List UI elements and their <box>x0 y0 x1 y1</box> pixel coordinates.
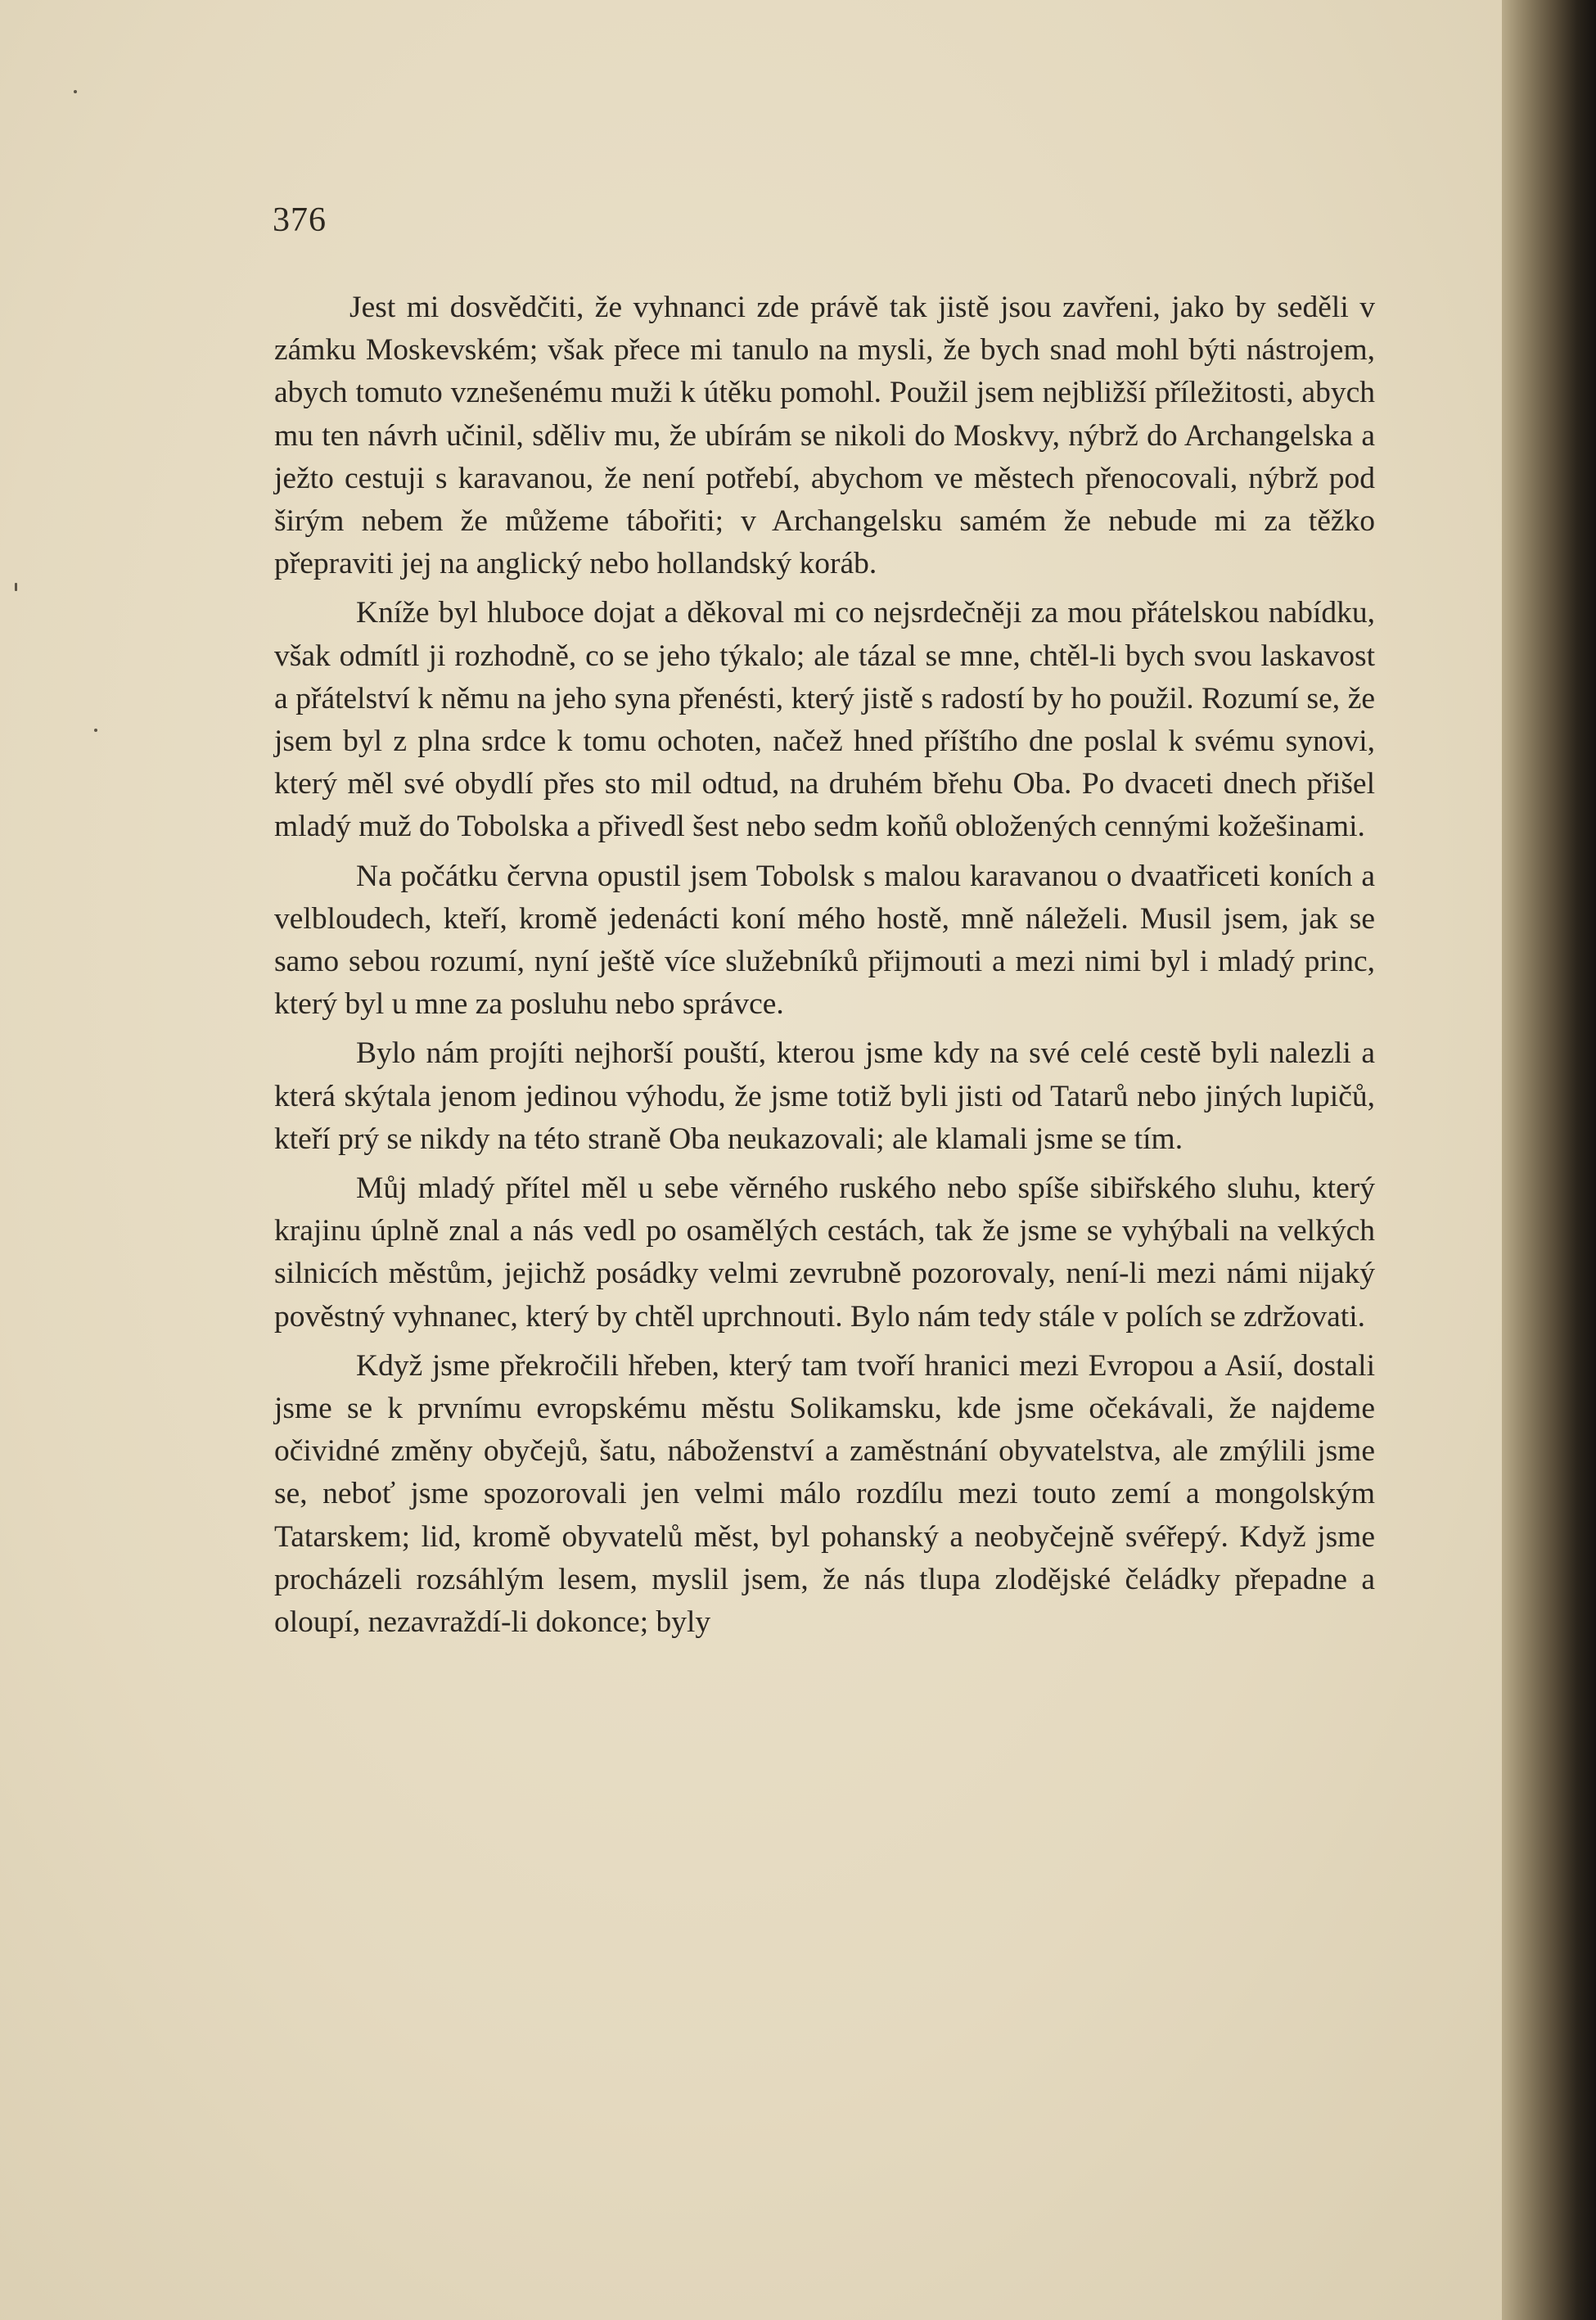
paragraph: Jest mi dosvědčiti, že vyhnanci zde právě tak jistě jsou zavřeni, jako by seděli v zámku Moskevském; však přece mi tanulo na mysli, že bych snad mohl býti nástrojem, abych tomuto vznešenému muži k útěku pomohl. Použil jsem nejbližší příležitosti, abych mu ten návrh učinil, sděliv mu, že ubírám se nikoli do Moskvy, nýbrž do Archangelska a ježto cestuji s karavanou, že není potřebí, abychom ve městech přenocovali, nýbrž pod širým nebem že můžeme tábořiti; v Archangelsku samém že nebude mi za těžko přepraviti jej na anglický nebo hollandský koráb. <box>274 291 1375 581</box>
page-number: 376 <box>273 201 327 239</box>
book-binding-edge <box>1502 0 1596 2320</box>
paragraph: Když jsme překročili hřeben, který tam tvoří hranici mezi Evropou a Asií, dostali jsme se k prvnímu evropskému městu Solikamsku, kde jsme očekávali, že najdeme očividné změny obyčejů, šatu, náboženství a zaměstnání obyvatelstva, ale zmýlili jsme se, neboť jsme spozorovali jen velmi málo rozdílu mezi touto zemí a mongolským Tatarskem; lid, kromě obyvatelů měst, byl pohanský a neobyčejně svéřepý. Když jsme procházeli rozsáhlým lesem, myslil jsem, že nás tlupa zlodějské čeládky přepadne a oloupí, nezavraždí-li dokonce; byly <box>274 1348 1375 1640</box>
paragraph: Na počátku června opustil jsem Tobolsk s malou karavanou o dvaatřiceti koních a velbloudech, kteří, kromě jedenácti koní mého hostě, mně náleželi. Musil jsem, jak se samo sebou rozumí, nyní ještě více služebníků přijmouti a mezi nimi byl i mladý princ, který byl u mne za posluhu nebo správce. <box>274 859 1375 1022</box>
page-speck <box>15 583 17 591</box>
page-speck <box>94 729 97 732</box>
body-text <box>274 287 1375 1650</box>
page-speck <box>74 90 77 93</box>
paragraph: Můj mladý přítel měl u sebe věrného ruského nebo spíše sibiřského sluhu, který krajinu úplně znal a nás vedl po osamělých cestách, tak že jsme se vyhýbali na velkých silnicích městům, jejichž posádky velmi zevrubně pozorovaly, není-li mezi námi nijaký pověstný vyhnanec, který by chtěl uprchnouti. Bylo nám tedy stále v polích se zdržovati. <box>274 1171 1375 1334</box>
paragraph: Bylo nám projíti nejhorší pouští, kterou jsme kdy na své celé cestě byli nalezli a která skýtala jenom jedinou výhodu, že jsme totiž byli jisti od Tatarů nebo jiných lupičů, kteří prý se nikdy na této straně Oba neukazovali; ale klamali jsme se tím. <box>274 1036 1375 1156</box>
paragraph: Kníže byl hluboce dojat a děkoval mi co nejsrdečněji za mou přátelskou nabídku, však odmítl ji rozhodně, co se jeho týkalo; ale tázal se mne, chtěl-li bych svou laskavost a přátelství k němu na jeho syna přenésti, který jistě s radostí by ho použil. Rozumí se, že jsem byl z plna srdce k tomu ochoten, načež hned příštího dne poslal k svému synovi, který měl své obydlí přes sto mil odtud, na druhém břehu Oba. Po dvaceti dnech přišel mladý muž do Tobolska a přivedl šest nebo sedm koňů obložených cennými kožešinami. <box>274 596 1375 844</box>
